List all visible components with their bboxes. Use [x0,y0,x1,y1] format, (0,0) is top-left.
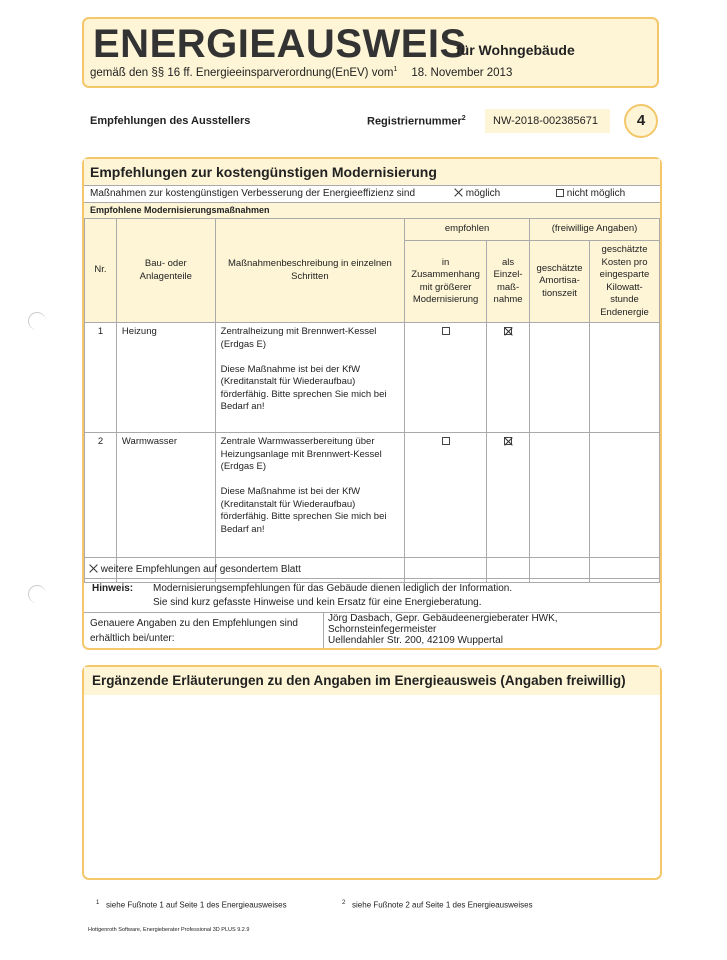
more-recommendations[interactable]: weitere Empfehlungen auf gesondertem Blatt [90,564,301,576]
measures-text: Maßnahmen zur kostengünstigen Verbesserung der Energieeffizienz sind [90,188,416,199]
punch-hole [28,585,46,603]
checkbox-checked[interactable] [504,327,512,335]
note-label: Hinweis: [92,583,134,594]
table-row: 2 Warmwasser Zentrale Warmwasserbereitung über Heizungsanlage mit Brennwert-Kessel (Erdgas E) Diese Maßnahme ist bei der KfW (Kreditanstalt für Wiederaufbau) förderfähig. Bitte sprechen Sie mich bei Bedarf an! [85,433,660,558]
note-text: Modernisierungsempfehlungen für das Gebäude dienen lediglich der Information. [153,583,513,594]
checkbox-unchecked[interactable] [442,437,450,445]
reg-label: Registriernummer$^2$ [367,115,466,128]
notes-box [82,665,662,880]
checkbox-unchecked[interactable] [442,327,450,335]
legal-basis: gemäß den §§ 16 ff. Energieeinsparverordnung(EnEV) vom$^1$ 18. November 2013 [90,66,513,79]
footnote-2: $^2$ siehe Fußnote 2 auf Seite 1 des Energieausweises [342,900,533,910]
contact-info: Jörg Dasbach, Gepr. Gebäudeenergieberater HWK, Schornsteinfegermeister Uellendahler Str. 200, 42109 Wuppertal [328,613,558,646]
notes-title: Ergänzende Erläuterungen zu den Angaben im Energieausweis (Angaben freiwillig) [92,673,626,688]
note-text: Sie sind kurz gefasste Hinweise und kein Ersatz für eine Energieberatung. [153,597,482,608]
software-credit: Hottgenroth Software, Energieberater Professional 3D PLUS 9.2.9 [88,927,250,933]
doc-title: ENERGIEAUSWEIS [93,22,467,66]
modernization-title: Empfehlungen zur kostengünstigen Modernisierung [90,164,437,180]
punch-hole [28,312,46,330]
reg-number: NW-2018-002385671 [493,115,598,127]
not-possible-option[interactable]: nicht möglich [556,188,625,200]
contact-label: Genauere Angaben zu den Empfehlungen sind erhältlich bei/unter: [90,618,298,644]
checkbox-checked[interactable] [504,437,512,445]
doc-subtitle: für Wohngebäude [456,42,575,58]
section-label: Empfehlungen des Ausstellers [90,115,251,127]
subheading: Empfohlene Modernisierungsmaßnahmen [90,205,270,215]
footnote-1: $^1$ siehe Fußnote 1 auf Seite 1 des Energieausweises [96,900,287,910]
possible-option[interactable]: möglich [455,188,500,200]
page-number: 4 [624,104,658,138]
table-row: 1 Heizung Zentralheizung mit Brennwert-Kessel (Erdgas E) Diese Maßnahme ist bei der KfW (Kreditanstalt für Wiederaufbau) förderfähig. Bitte sprechen Sie mich bei Bedarf an! [85,323,660,433]
measures-table: Nr. Bau- oder Anlagenteile Maßnahmenbeschreibung in einzelnen Schritten empfohlen (freiwillige Angaben) in Zusammenhang mit größerer Modernisierung als Einzel-maß-nahme geschätzte Amortisa-tionszeit geschätzte Kosten pro eingesparte Kilowatt-stunde Endenergie 1 Heizung Zentralheizung mit Brennwert-Kessel (Erdgas E) Diese Maßnahme ist bei der KfW (Kreditanstalt für Wiederaufbau) förderfähig. Bitte sprechen Sie mich bei Bedarf an! 2 Warmwasser Zentrale Warmwasserbereitung über Heizungsanlage mit Brennwert-Kessel (Erdgas E) Diese Maßnahme ist bei der KfW (Kreditanstalt für Wiederaufbau) förderfähig. Bitte sprechen Sie mich bei Bedarf an! [84,218,660,583]
checkbox-checked[interactable] [455,189,463,197]
checkbox-unchecked[interactable] [556,189,564,197]
